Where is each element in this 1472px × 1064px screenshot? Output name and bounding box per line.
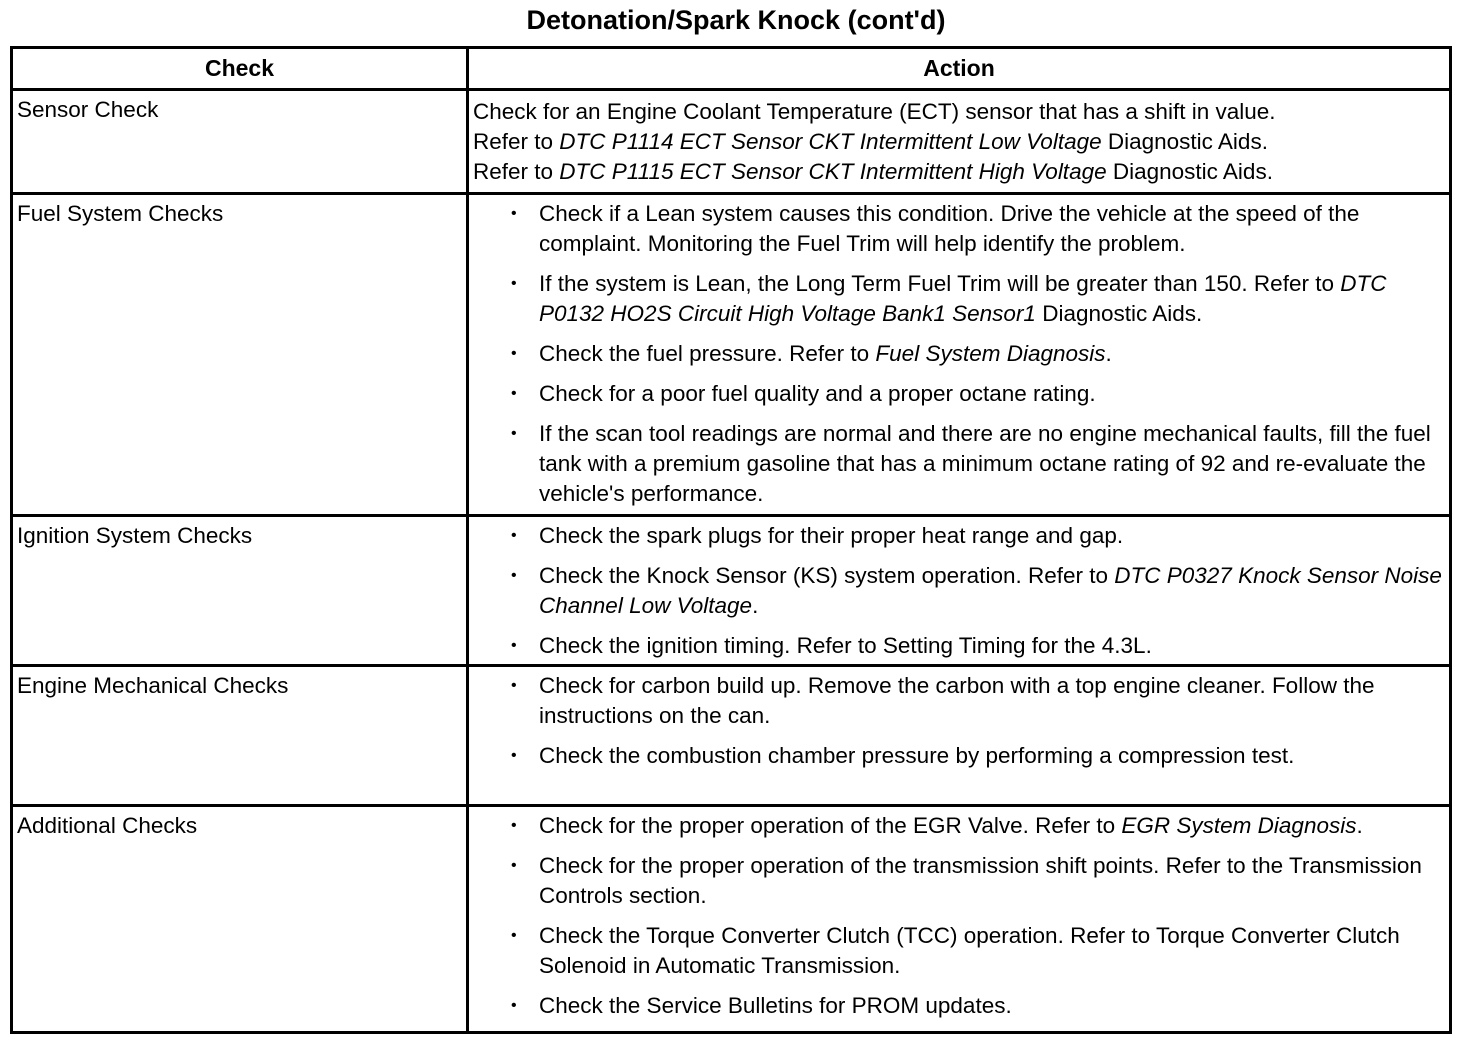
page-title: Detonation/Spark Knock (cont'd)	[526, 5, 946, 35]
diagnostic-table	[10, 46, 1452, 1034]
action-line: Check for an Engine Coolant Temperature (ECT) sensor that has a shift in value.	[473, 99, 1276, 124]
action-cell	[469, 667, 1449, 804]
reference-text: Fuel System Diagnosis	[875, 341, 1106, 366]
check-cell: Engine Mechanical Checks	[13, 667, 469, 804]
reference-text: EGR System Diagnosis	[1121, 813, 1357, 838]
list-item: • Check for carbon build up. Remove the carbon with a top engine cleaner. Follow the instructions on the can.	[473, 671, 1447, 731]
header-action: Action	[923, 55, 995, 81]
table-row	[13, 195, 1449, 517]
header-check: Check	[13, 49, 469, 88]
action-cell	[469, 517, 1449, 664]
table-header-row	[13, 49, 1449, 91]
table-row	[13, 517, 1449, 667]
action-list	[473, 811, 1447, 1021]
reference-text: DTC P1114 ECT Sensor CKT Intermittent Low Voltage	[559, 129, 1102, 154]
check-cell: Sensor Check	[13, 91, 469, 192]
list-item: • Check the Knock Sensor (KS) system operation. Refer to DTC P0327 Knock Sensor Noise Channel Low Voltage.	[473, 561, 1447, 621]
list-item: • Check for the proper operation of the EGR Valve. Refer to EGR System Diagnosis.	[473, 811, 1447, 841]
list-item: • Check the ignition timing. Refer to Setting Timing for the 4.3L.	[473, 631, 1447, 661]
reference-text: DTC P0327 Knock Sensor Noise Channel Low Voltage	[539, 563, 1442, 618]
reference-text: DTC P0132 HO2S Circuit High Voltage Bank1 Sensor1	[539, 271, 1387, 326]
list-item: • Check the Service Bulletins for PROM updates.	[473, 991, 1447, 1021]
action-list	[473, 521, 1447, 661]
list-item: • Check for the proper operation of the transmission shift points. Refer to the Transmission Controls section.	[473, 851, 1447, 911]
table-row	[13, 91, 1449, 195]
check-cell: Additional Checks	[13, 807, 469, 1031]
list-item: • Check the fuel pressure. Refer to Fuel System Diagnosis.	[473, 339, 1447, 369]
action-line: Refer to DTC P1114 ECT Sensor CKT Intermittent Low Voltage Diagnostic Aids.	[473, 129, 1268, 154]
check-cell: Fuel System Checks	[13, 195, 469, 514]
check-cell: Ignition System Checks	[13, 517, 469, 664]
action-cell	[469, 91, 1449, 192]
list-item: • If the system is Lean, the Long Term Fuel Trim will be greater than 150. Refer to DTC P0132 HO2S Circuit High Voltage Bank1 Sensor1 Diagnostic Aids.	[473, 269, 1447, 329]
table-row	[13, 667, 1449, 807]
action-list	[473, 199, 1447, 509]
list-item: • Check the Torque Converter Clutch (TCC) operation. Refer to Torque Converter Clutch Solenoid in Automatic Transmission.	[473, 921, 1447, 981]
list-item: • Check if a Lean system causes this condition. Drive the vehicle at the speed of the complaint. Monitoring the Fuel Trim will help identify the problem.	[473, 199, 1447, 259]
reference-text: DTC P1115 ECT Sensor CKT Intermittent High Voltage	[559, 159, 1107, 184]
list-item: • If the scan tool readings are normal and there are no engine mechanical faults, fill the fuel tank with a premium gasoline that has a minimum octane rating of 92 and re-evaluate the vehicle's performance.	[473, 419, 1447, 509]
action-cell	[469, 195, 1449, 514]
list-item: • Check for a poor fuel quality and a proper octane rating.	[473, 379, 1447, 409]
action-cell	[469, 807, 1449, 1031]
action-line: Refer to DTC P1115 ECT Sensor CKT Intermittent High Voltage Diagnostic Aids.	[473, 159, 1273, 184]
list-item: • Check the spark plugs for their proper heat range and gap.	[473, 521, 1447, 551]
action-list	[473, 671, 1447, 771]
table-row	[13, 807, 1449, 1031]
list-item: • Check the combustion chamber pressure by performing a compression test.	[473, 741, 1447, 771]
